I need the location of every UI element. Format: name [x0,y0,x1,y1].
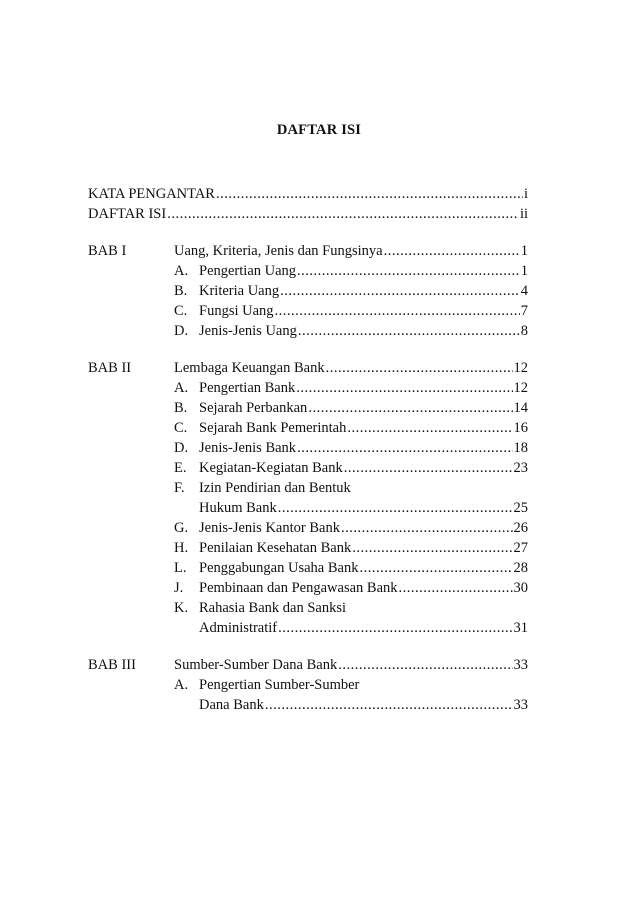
item-letter: A. [174,380,189,396]
toc-entry-daftar-isi [88,204,528,224]
item-letter: L. [174,560,187,576]
toc-item [174,518,528,538]
leader-dots [352,538,512,558]
item-letter: C. [174,303,188,319]
toc-page-number: 14 [513,400,528,416]
toc-item-continuation [199,498,528,518]
page-title: DAFTAR ISI [276,122,362,138]
item-text: Jenis-Jenis Kantor Bank [199,520,340,536]
toc-page-number: 30 [513,580,528,596]
toc-page-number: 25 [513,500,528,516]
item-text: Penilaian Kesehatan Bank [199,540,352,556]
item-text: Rahasia Bank dan Sanksi [199,600,346,616]
toc-page-number: i [523,186,528,202]
item-text: Pengertian Bank [199,380,296,396]
toc-page-number: 18 [513,440,528,456]
toc-page-number: 1 [520,243,528,259]
leader-dots [297,438,512,458]
toc-page-number: 28 [513,560,528,576]
toc-item-first-line [174,478,351,498]
item-text-continued: Dana Bank [199,697,264,713]
leader-dots [278,498,513,518]
chapter-label: BAB III [88,657,136,673]
item-text: Sejarah Bank Pemerintah [199,420,347,436]
toc-item [174,261,528,281]
item-letter: F. [174,480,185,496]
item-letter: H. [174,540,189,556]
leader-dots [308,398,512,418]
toc-chapter-title [174,358,528,378]
toc-item [174,321,528,341]
toc-item [174,578,528,598]
leader-dots [297,261,520,281]
item-text-continued: Hukum Bank [199,500,277,516]
item-letter: B. [174,283,188,299]
toc-page-number: 33 [513,657,528,673]
chapter-title-text: Uang, Kriteria, Jenis dan Fungsinya [174,243,383,259]
toc-item-first-line [174,675,359,695]
leader-dots [384,241,520,261]
toc-page-number: 23 [513,460,528,476]
toc-page-number: 16 [513,420,528,436]
toc-item [174,558,528,578]
item-text: Pengertian Sumber-Sumber [199,677,360,693]
toc-page-number: 26 [513,520,528,536]
item-letter: J. [174,580,184,596]
leader-dots [275,301,520,321]
item-letter: D. [174,323,189,339]
leader-dots [167,204,519,224]
toc-page-number: 4 [520,283,528,299]
toc-chapter-title [174,241,528,261]
toc-entry-kata-pengantar [88,184,528,204]
item-letter: K. [174,600,189,616]
toc-page-number: 8 [520,323,528,339]
toc-item [174,378,528,398]
toc-entry-label: DAFTAR ISI [88,206,167,222]
item-letter: E. [174,460,187,476]
item-letter: D. [174,440,189,456]
toc-item-first-line [174,598,346,618]
item-text: Penggabungan Usaha Bank [199,560,359,576]
item-letter: C. [174,420,188,436]
leader-dots [278,618,512,638]
item-text: Fungsi Uang [199,303,274,319]
item-text-continued: Administratif [199,620,278,636]
toc-item [174,398,528,418]
toc-item-continuation [199,618,528,638]
item-letter: G. [174,520,189,536]
leader-dots [347,418,512,438]
item-text: Kriteria Uang [199,283,280,299]
item-text: Jenis-Jenis Uang [199,323,297,339]
toc-page-number: 31 [513,620,528,636]
leader-dots [359,558,512,578]
toc-entry-label: KATA PENGANTAR [88,186,215,202]
chapter-title-text: Sumber-Sumber Dana Bank [174,657,338,673]
chapter-title-text: Lembaga Keuangan Bank [174,360,325,376]
toc-chapter-title [174,655,528,675]
leader-dots [338,655,512,675]
toc-page-number: 12 [513,380,528,396]
toc-page-number: 1 [520,263,528,279]
toc-page-number: 33 [513,697,528,713]
chapter-label: BAB I [88,243,127,259]
item-text: Sejarah Perbankan [199,400,308,416]
leader-dots [326,358,513,378]
toc-item [174,418,528,438]
chapter-label: BAB II [88,360,132,376]
toc-item-continuation [199,695,528,715]
leader-dots [298,321,520,341]
toc-item [174,538,528,558]
item-text: Pembinaan dan Pengawasan Bank [199,580,398,596]
toc-page-number: 7 [520,303,528,319]
toc-item [174,301,528,321]
leader-dots [399,578,513,598]
item-text: Izin Pendirian dan Bentuk [199,480,351,496]
toc-item [174,438,528,458]
leader-dots [344,458,513,478]
toc-page-number: ii [519,206,528,222]
item-letter: B. [174,400,188,416]
leader-dots [280,281,520,301]
item-letter: A. [174,677,189,693]
leader-dots [265,695,513,715]
item-text: Pengertian Uang [199,263,297,279]
leader-dots [341,518,513,538]
leader-dots [296,378,512,398]
item-text: Kegiatan-Kegiatan Bank [199,460,343,476]
toc-page-number: 12 [513,360,528,376]
item-letter: A. [174,263,189,279]
item-text: Jenis-Jenis Bank [199,440,297,456]
toc-item [174,281,528,301]
toc-item [174,458,528,478]
leader-dots [216,184,523,204]
toc-page-number: 27 [513,540,528,556]
